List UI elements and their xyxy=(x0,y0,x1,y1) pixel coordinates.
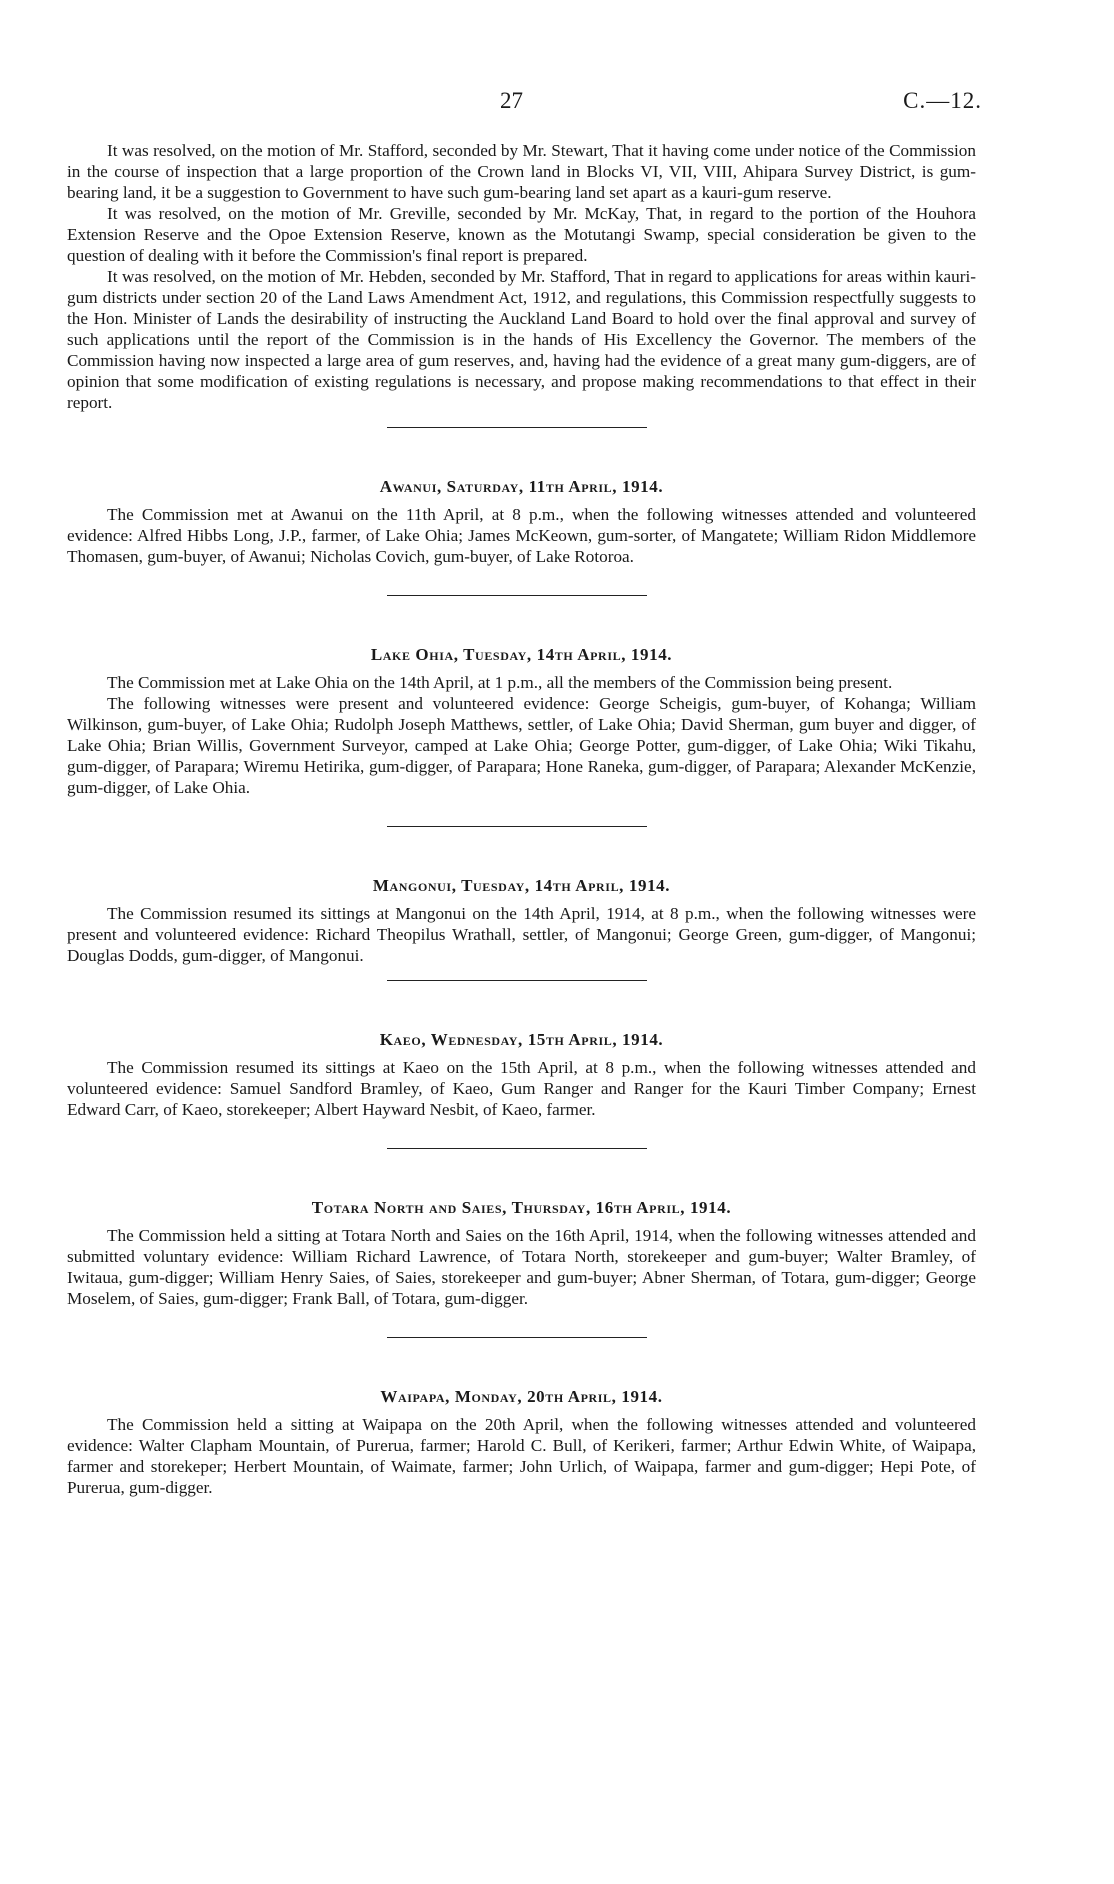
section-heading: Mangonui, Tuesday, 14th April, 1914. xyxy=(372,876,671,895)
resolution-paragraph: It was resolved, on the motion of Mr. Stafford, seconded by Mr. Stewart, That it having come under notice of the Commission in the course of inspection that a large proportion of the Crown land in Blocks VI, VII, VIII, Ahipara Survey District, is gum-bearing land, it be a suggestion to Government to have such gum-bearing land set apart as a kauri-gum reserve. xyxy=(67,141,976,202)
section-heading: Waipapa, Monday, 20th April, 1914. xyxy=(380,1387,663,1406)
section-divider xyxy=(387,595,647,596)
section-paragraph: The Commission held a sitting at Waipapa on the 20th April, when the following witnesses attended and volunteered evidence: Walter Clapham Mountain, of Purerua, farmer; Harold C. Bull, of Kerikeri, farmer; Arthur Edwin White, of Waipapa, farmer and storekeper; Herbert Mountain, of Waimate, farmer; John Urlich, of Waipapa, farmer and gum-digger; Hepi Pote, of Purerua, gum-digger. xyxy=(67,1415,976,1497)
document-body xyxy=(67,140,976,1498)
section-divider xyxy=(387,1148,647,1149)
resolution-paragraph: It was resolved, on the motion of Mr. Hebden, seconded by Mr. Stafford, That in regard to applications for areas within kauri-gum districts under section 20 of the Land Laws Amendment Act, 1912, and regulations, this Commission respectfully suggests to the Hon. Minister of Lands the desirability of instructing the Auckland Land Board to hold over the final approval and survey of such applications until the report of the Commission is in the hands of His Excellency the Governor. The members of the Commission having now inspected a large area of gum reserves, and, having had the evidence of a great many gum-diggers, are of opinion that some modification of existing regulations is necessary, and propose making recommendations to that effect in their report. xyxy=(67,267,976,412)
section-paragraph: The Commission resumed its sittings at Mangonui on the 14th April, 1914, at 8 p.m., when the following witnesses were present and volunteered evidence: Richard Theopilus Wrathall, settler, of Mangonui; George Green, gum-digger, of Mangonui; Douglas Dodds, gum-digger, of Mangonui. xyxy=(67,904,976,965)
section-heading: Kaeo, Wednesday, 15th April, 1914. xyxy=(379,1030,664,1049)
resolution-paragraph: It was resolved, on the motion of Mr. Greville, seconded by Mr. McKay, That, in regard to the portion of the Houhora Extension Reserve and the Opoe Extension Reserve, known as the Motutangi Swamp, special consideration be given to the question of dealing with it before the Commission's final report is prepared. xyxy=(67,204,976,265)
section-divider xyxy=(387,826,647,827)
section-heading: Awanui, Saturday, 11th April, 1914. xyxy=(379,477,664,496)
page-header xyxy=(0,88,1114,116)
section-paragraph: The Commission resumed its sittings at Kaeo on the 15th April, at 8 p.m., when the following witnesses attended and volunteered evidence: Samuel Sandford Bramley, of Kaeo, Gum Ranger and Ranger for the Kauri Timber Company; Ernest Edward Carr, of Kaeo, storekeeper; Albert Hayward Nesbit, of Kaeo, farmer. xyxy=(67,1058,976,1119)
document-reference: C.—12. xyxy=(903,88,982,113)
section-totara-north xyxy=(67,1197,976,1309)
section-divider xyxy=(387,980,647,981)
section-awanui xyxy=(67,476,976,567)
section-heading: Totara North and Saies, Thursday, 16th April, 1914. xyxy=(311,1198,732,1217)
section-mangonui xyxy=(67,875,976,966)
section-paragraph: The Commission held a sitting at Totara North and Saies on the 16th April, 1914, when the following witnesses attended and submitted voluntary evidence: William Richard Lawrence, of Totara North, storekeeper and gum-buyer; Walter Bramley, of Iwitaua, gum-digger; William Henry Saies, of Saies, storekeeper and gum-buyer; Abner Sherman, of Totara, gum-digger; George Moselem, of Saies, gum-digger; Frank Ball, of Totara, gum-digger. xyxy=(67,1226,976,1308)
page-number: 27 xyxy=(500,88,523,113)
section-lake-ohia xyxy=(67,644,976,798)
section-paragraph: The Commission met at Awanui on the 11th April, at 8 p.m., when the following witnesses attended and volunteered evidence: Alfred Hibbs Long, J.P., farmer, of Lake Ohia; James McKeown, gum-sorter, of Mangatete; William Ridon Middlemore Thomasen, gum-buyer, of Awanui; Nicholas Covich, gum-buyer, of Lake Rotoroa. xyxy=(67,505,976,566)
section-paragraph: The following witnesses were present and volunteered evidence: George Scheigis, gum-buyer, of Kohanga; William Wilkinson, gum-buyer, of Lake Ohia; Rudolph Joseph Matthews, settler, of Lake Ohia; David Sherman, gum buyer and digger, of Lake Ohia; Brian Willis, Government Surveyor, camped at Lake Ohia; George Potter, gum-digger, of Lake Ohia; Wiki Tikahu, gum-digger, of Parapara; Wiremu Hetirika, gum-digger, of Parapara; Hone Raneka, gum-digger, of Parapara; Alexander McKenzie, gum-digger, of Lake Ohia. xyxy=(67,694,976,797)
section-paragraph: The Commission met at Lake Ohia on the 14th April, at 1 p.m., all the members of the Commission being present. xyxy=(107,673,893,692)
section-kaeo xyxy=(67,1029,976,1120)
opening-resolutions xyxy=(67,140,976,413)
section-divider xyxy=(387,427,647,428)
section-divider xyxy=(387,1337,647,1338)
section-waipapa xyxy=(67,1386,976,1498)
section-heading: Lake Ohia, Tuesday, 14th April, 1914. xyxy=(370,645,673,664)
